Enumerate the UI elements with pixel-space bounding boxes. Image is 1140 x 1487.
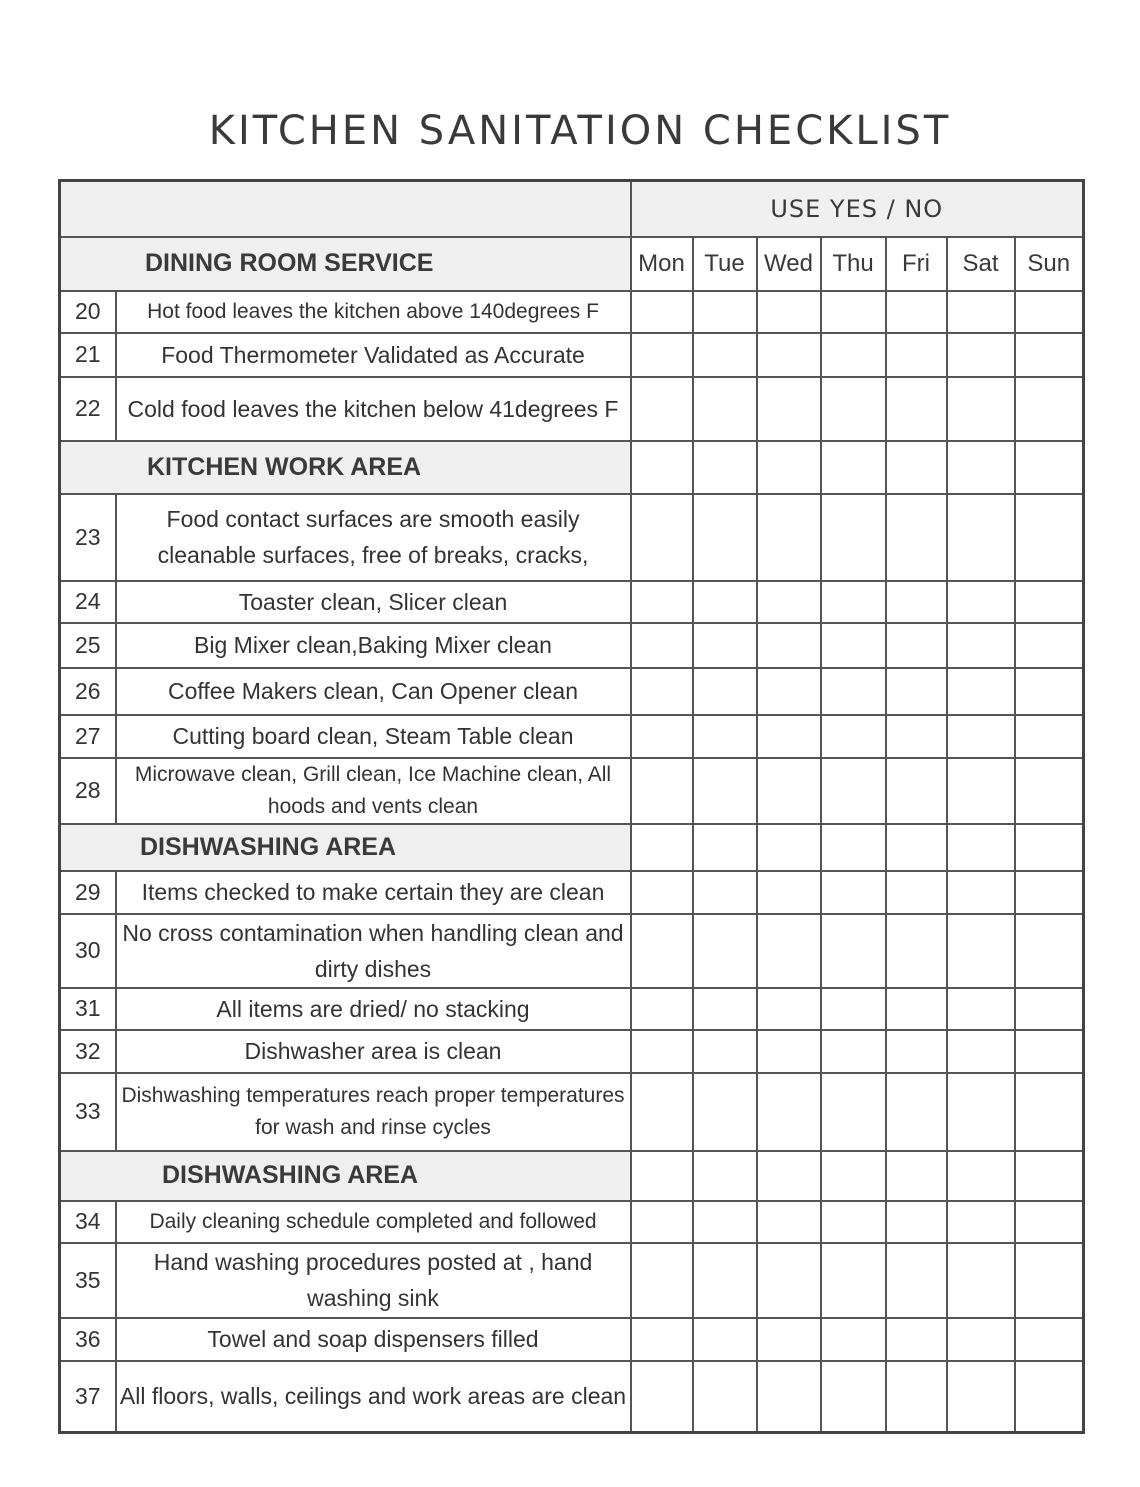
checkbox-cell-mon[interactable]	[631, 377, 693, 441]
checkbox-cell-mon[interactable]	[631, 1201, 693, 1243]
checklist-row	[60, 291, 1084, 333]
checklist-row	[60, 668, 1084, 715]
item-number: 22	[60, 377, 116, 441]
item-task: Dishwasher area is clean	[116, 1030, 631, 1073]
checkbox-cell-wed[interactable]	[757, 668, 821, 715]
checklist-row	[60, 623, 1084, 668]
checkbox-cell-fri[interactable]	[886, 715, 947, 758]
checkbox-cell-tue[interactable]	[693, 1243, 757, 1318]
item-task: No cross contamination when handling clean and dirty dishes	[116, 914, 631, 988]
item-number: 36	[60, 1318, 116, 1361]
section-row	[60, 441, 1084, 494]
checkbox-cell-mon[interactable]	[631, 333, 693, 377]
day-header-wed: Wed	[757, 237, 821, 291]
use-yes-no-header: USE YES / NO	[631, 181, 1084, 237]
checkbox-cell-sun[interactable]	[1015, 668, 1084, 715]
section-day-cell	[886, 824, 947, 871]
checklist-table	[58, 179, 1085, 1434]
checkbox-cell-fri[interactable]	[886, 1073, 947, 1151]
checklist-row	[60, 1201, 1084, 1243]
checklist-row	[60, 1073, 1084, 1151]
day-header-sat: Sat	[947, 237, 1015, 291]
checkbox-cell-sat[interactable]	[947, 581, 1015, 623]
section-day-cell	[757, 1151, 821, 1201]
checkbox-cell-sun[interactable]	[1015, 1361, 1084, 1433]
checkbox-cell-mon[interactable]	[631, 291, 693, 333]
checkbox-cell-tue[interactable]	[693, 377, 757, 441]
item-task: Coffee Makers clean, Can Opener clean	[116, 668, 631, 715]
checkbox-cell-fri[interactable]	[886, 581, 947, 623]
checkbox-cell-thu[interactable]	[821, 291, 886, 333]
header-row-days	[60, 237, 1084, 291]
item-task: Cold food leaves the kitchen below 41degrees F	[116, 377, 631, 441]
checkbox-cell-wed[interactable]	[757, 581, 821, 623]
checkbox-cell-sat[interactable]	[947, 333, 1015, 377]
checkbox-cell-sun[interactable]	[1015, 494, 1084, 581]
checklist-row	[60, 871, 1084, 914]
item-task: Microwave clean, Grill clean, Ice Machine clean, All hoods and vents clean	[116, 758, 631, 824]
checkbox-cell-wed[interactable]	[757, 623, 821, 668]
item-number: 34	[60, 1201, 116, 1243]
checklist-row	[60, 715, 1084, 758]
checkbox-cell-thu[interactable]	[821, 581, 886, 623]
checkbox-cell-mon[interactable]	[631, 1318, 693, 1361]
checkbox-cell-sat[interactable]	[947, 1201, 1015, 1243]
day-header-fri: Fri	[886, 237, 947, 291]
checkbox-cell-sat[interactable]	[947, 988, 1015, 1030]
item-number: 33	[60, 1073, 116, 1151]
checkbox-cell-thu[interactable]	[821, 377, 886, 441]
section-day-cell	[693, 1151, 757, 1201]
section-day-cell	[631, 1151, 693, 1201]
item-task: Dishwashing temperatures reach proper temperatures for wash and rinse cycles	[116, 1073, 631, 1151]
checkbox-cell-sun[interactable]	[1015, 1243, 1084, 1318]
section-day-cell	[947, 441, 1015, 494]
section-day-cell	[1015, 824, 1084, 871]
item-task: Big Mixer clean,Baking Mixer clean	[116, 623, 631, 668]
section-day-cell	[631, 824, 693, 871]
checkbox-cell-tue[interactable]	[693, 715, 757, 758]
checkbox-cell-sun[interactable]	[1015, 988, 1084, 1030]
checkbox-cell-sat[interactable]	[947, 1361, 1015, 1433]
checkbox-cell-fri[interactable]	[886, 623, 947, 668]
checkbox-cell-sun[interactable]	[1015, 377, 1084, 441]
checkbox-cell-sun[interactable]	[1015, 1318, 1084, 1361]
checkbox-cell-tue[interactable]	[693, 1318, 757, 1361]
checkbox-cell-tue[interactable]	[693, 668, 757, 715]
checkbox-cell-thu[interactable]	[821, 623, 886, 668]
checkbox-cell-thu[interactable]	[821, 758, 886, 824]
item-task: Food contact surfaces are smooth easily cleanable surfaces, free of breaks, cracks,	[116, 494, 631, 581]
checkbox-cell-sat[interactable]	[947, 1318, 1015, 1361]
checkbox-cell-sat[interactable]	[947, 758, 1015, 824]
checkbox-cell-thu[interactable]	[821, 988, 886, 1030]
checkbox-cell-thu[interactable]	[821, 914, 886, 988]
checkbox-cell-mon[interactable]	[631, 1073, 693, 1151]
checkbox-cell-tue[interactable]	[693, 914, 757, 988]
checklist-row	[60, 377, 1084, 441]
checkbox-cell-tue[interactable]	[693, 871, 757, 914]
checklist-row	[60, 1318, 1084, 1361]
item-number: 32	[60, 1030, 116, 1073]
item-number: 30	[60, 914, 116, 988]
checkbox-cell-thu[interactable]	[821, 1243, 886, 1318]
section-day-cell	[1015, 1151, 1084, 1201]
checkbox-cell-sat[interactable]	[947, 914, 1015, 988]
section-day-cell	[757, 824, 821, 871]
checkbox-cell-thu[interactable]	[821, 871, 886, 914]
item-task: Cutting board clean, Steam Table clean	[116, 715, 631, 758]
checkbox-cell-wed[interactable]	[757, 377, 821, 441]
checkbox-cell-sat[interactable]	[947, 623, 1015, 668]
checkbox-cell-thu[interactable]	[821, 333, 886, 377]
item-number: 26	[60, 668, 116, 715]
checklist-row	[60, 914, 1084, 988]
checkbox-cell-tue[interactable]	[693, 333, 757, 377]
checkbox-cell-fri[interactable]	[886, 758, 947, 824]
item-number: 29	[60, 871, 116, 914]
item-number: 23	[60, 494, 116, 581]
item-task: Towel and soap dispensers filled	[116, 1318, 631, 1361]
item-task: Hand washing procedures posted at , hand washing sink	[116, 1243, 631, 1318]
checkbox-cell-sun[interactable]	[1015, 623, 1084, 668]
section-day-cell	[947, 1151, 1015, 1201]
checkbox-cell-mon[interactable]	[631, 1243, 693, 1318]
checkbox-cell-mon[interactable]	[631, 758, 693, 824]
checkbox-cell-sun[interactable]	[1015, 914, 1084, 988]
checkbox-cell-fri[interactable]	[886, 377, 947, 441]
checkbox-cell-wed[interactable]	[757, 333, 821, 377]
checkbox-cell-sun[interactable]	[1015, 333, 1084, 377]
checkbox-cell-sat[interactable]	[947, 1030, 1015, 1073]
section-day-cell	[886, 441, 947, 494]
day-header-tue: Tue	[693, 237, 757, 291]
checklist-row	[60, 1243, 1084, 1318]
checkbox-cell-mon[interactable]	[631, 1361, 693, 1433]
section-day-cell	[757, 441, 821, 494]
checkbox-cell-sat[interactable]	[947, 291, 1015, 333]
checkbox-cell-sat[interactable]	[947, 494, 1015, 581]
item-number: 31	[60, 988, 116, 1030]
checklist-row	[60, 1030, 1084, 1073]
page-title: KITCHEN SANITATION CHECKLIST	[208, 108, 952, 154]
checkbox-cell-sun[interactable]	[1015, 1030, 1084, 1073]
checkbox-cell-tue[interactable]	[693, 1361, 757, 1433]
checkbox-cell-sun[interactable]	[1015, 1201, 1084, 1243]
checkbox-cell-fri[interactable]	[886, 1243, 947, 1318]
header-blank-cell	[60, 181, 631, 237]
checkbox-cell-fri[interactable]	[886, 871, 947, 914]
checkbox-cell-wed[interactable]	[757, 1361, 821, 1433]
checkbox-cell-sat[interactable]	[947, 1073, 1015, 1151]
section-title: DISHWASHING AREA	[60, 824, 631, 871]
checkbox-cell-mon[interactable]	[631, 715, 693, 758]
checkbox-cell-wed[interactable]	[757, 1201, 821, 1243]
item-number: 25	[60, 623, 116, 668]
section-day-cell	[693, 441, 757, 494]
section-day-cell	[886, 1151, 947, 1201]
day-header-mon: Mon	[631, 237, 693, 291]
checkbox-cell-mon[interactable]	[631, 914, 693, 988]
checklist-row	[60, 988, 1084, 1030]
checkbox-cell-mon[interactable]	[631, 668, 693, 715]
checkbox-cell-thu[interactable]	[821, 1201, 886, 1243]
checkbox-cell-fri[interactable]	[886, 494, 947, 581]
checkbox-cell-fri[interactable]	[886, 988, 947, 1030]
checkbox-cell-thu[interactable]	[821, 668, 886, 715]
checkbox-cell-tue[interactable]	[693, 1201, 757, 1243]
item-task: Hot food leaves the kitchen above 140degrees F	[116, 291, 631, 333]
section-day-cell	[947, 824, 1015, 871]
item-task: Food Thermometer Validated as Accurate	[116, 333, 631, 377]
checkbox-cell-thu[interactable]	[821, 1073, 886, 1151]
checkbox-cell-thu[interactable]	[821, 715, 886, 758]
checkbox-cell-sat[interactable]	[947, 1243, 1015, 1318]
checkbox-cell-tue[interactable]	[693, 1073, 757, 1151]
checkbox-cell-tue[interactable]	[693, 291, 757, 333]
checkbox-cell-fri[interactable]	[886, 291, 947, 333]
checkbox-cell-wed[interactable]	[757, 914, 821, 988]
checkbox-cell-sun[interactable]	[1015, 758, 1084, 824]
section-day-cell	[631, 441, 693, 494]
checkbox-cell-tue[interactable]	[693, 581, 757, 623]
checkbox-cell-sun[interactable]	[1015, 291, 1084, 333]
checklist-row	[60, 333, 1084, 377]
item-task: Daily cleaning schedule completed and followed	[116, 1201, 631, 1243]
checkbox-cell-sun[interactable]	[1015, 581, 1084, 623]
checkbox-cell-mon[interactable]	[631, 494, 693, 581]
section-title: KITCHEN WORK AREA	[60, 441, 631, 494]
section-row	[60, 824, 1084, 871]
checklist-row	[60, 494, 1084, 581]
checkbox-cell-fri[interactable]	[886, 1201, 947, 1243]
checkbox-cell-fri[interactable]	[886, 1030, 947, 1073]
section-day-cell	[693, 824, 757, 871]
checkbox-cell-tue[interactable]	[693, 758, 757, 824]
checkbox-cell-mon[interactable]	[631, 1030, 693, 1073]
checkbox-cell-fri[interactable]	[886, 1318, 947, 1361]
section-day-cell	[821, 824, 886, 871]
item-number: 37	[60, 1361, 116, 1433]
section-title: DINING ROOM SERVICE	[60, 237, 631, 291]
checkbox-cell-fri[interactable]	[886, 668, 947, 715]
item-task: All floors, walls, ceilings and work areas are clean	[116, 1361, 631, 1433]
item-task: Toaster clean, Slicer clean	[116, 581, 631, 623]
checkbox-cell-wed[interactable]	[757, 871, 821, 914]
day-header-sun: Sun	[1015, 237, 1084, 291]
checkbox-cell-thu[interactable]	[821, 1030, 886, 1073]
item-number: 20	[60, 291, 116, 333]
item-number: 21	[60, 333, 116, 377]
checkbox-cell-wed[interactable]	[757, 291, 821, 333]
checkbox-cell-tue[interactable]	[693, 494, 757, 581]
checkbox-cell-wed[interactable]	[757, 1318, 821, 1361]
section-row	[60, 1151, 1084, 1201]
checkbox-cell-mon[interactable]	[631, 623, 693, 668]
section-title: DISHWASHING AREA	[60, 1151, 631, 1201]
section-day-cell	[1015, 441, 1084, 494]
checkbox-cell-mon[interactable]	[631, 871, 693, 914]
checklist-row	[60, 758, 1084, 824]
checkbox-cell-sun[interactable]	[1015, 871, 1084, 914]
checklist-row	[60, 1361, 1084, 1433]
checkbox-cell-thu[interactable]	[821, 1361, 886, 1433]
item-task: All items are dried/ no stacking	[116, 988, 631, 1030]
checkbox-cell-fri[interactable]	[886, 333, 947, 377]
item-number: 27	[60, 715, 116, 758]
item-number: 24	[60, 581, 116, 623]
checkbox-cell-tue[interactable]	[693, 623, 757, 668]
checkbox-cell-mon[interactable]	[631, 988, 693, 1030]
checkbox-cell-fri[interactable]	[886, 1361, 947, 1433]
checklist-row	[60, 581, 1084, 623]
day-header-thu: Thu	[821, 237, 886, 291]
section-day-cell	[821, 441, 886, 494]
header-row-top	[60, 181, 1084, 237]
checkbox-cell-sun[interactable]	[1015, 715, 1084, 758]
checkbox-cell-sat[interactable]	[947, 715, 1015, 758]
checkbox-cell-wed[interactable]	[757, 1030, 821, 1073]
item-task: Items checked to make certain they are clean	[116, 871, 631, 914]
checkbox-cell-mon[interactable]	[631, 581, 693, 623]
checkbox-cell-fri[interactable]	[886, 914, 947, 988]
checkbox-cell-wed[interactable]	[757, 758, 821, 824]
checkbox-cell-tue[interactable]	[693, 988, 757, 1030]
checkbox-cell-sat[interactable]	[947, 377, 1015, 441]
checkbox-cell-wed[interactable]	[757, 715, 821, 758]
checkbox-cell-sat[interactable]	[947, 871, 1015, 914]
checkbox-cell-wed[interactable]	[757, 988, 821, 1030]
checkbox-cell-sun[interactable]	[1015, 1073, 1084, 1151]
checkbox-cell-wed[interactable]	[757, 1243, 821, 1318]
checkbox-cell-thu[interactable]	[821, 1318, 886, 1361]
checkbox-cell-thu[interactable]	[821, 494, 886, 581]
item-number: 28	[60, 758, 116, 824]
section-day-cell	[821, 1151, 886, 1201]
checkbox-cell-tue[interactable]	[693, 1030, 757, 1073]
checkbox-cell-sat[interactable]	[947, 668, 1015, 715]
checkbox-cell-wed[interactable]	[757, 494, 821, 581]
checkbox-cell-wed[interactable]	[757, 1073, 821, 1151]
item-number: 35	[60, 1243, 116, 1318]
